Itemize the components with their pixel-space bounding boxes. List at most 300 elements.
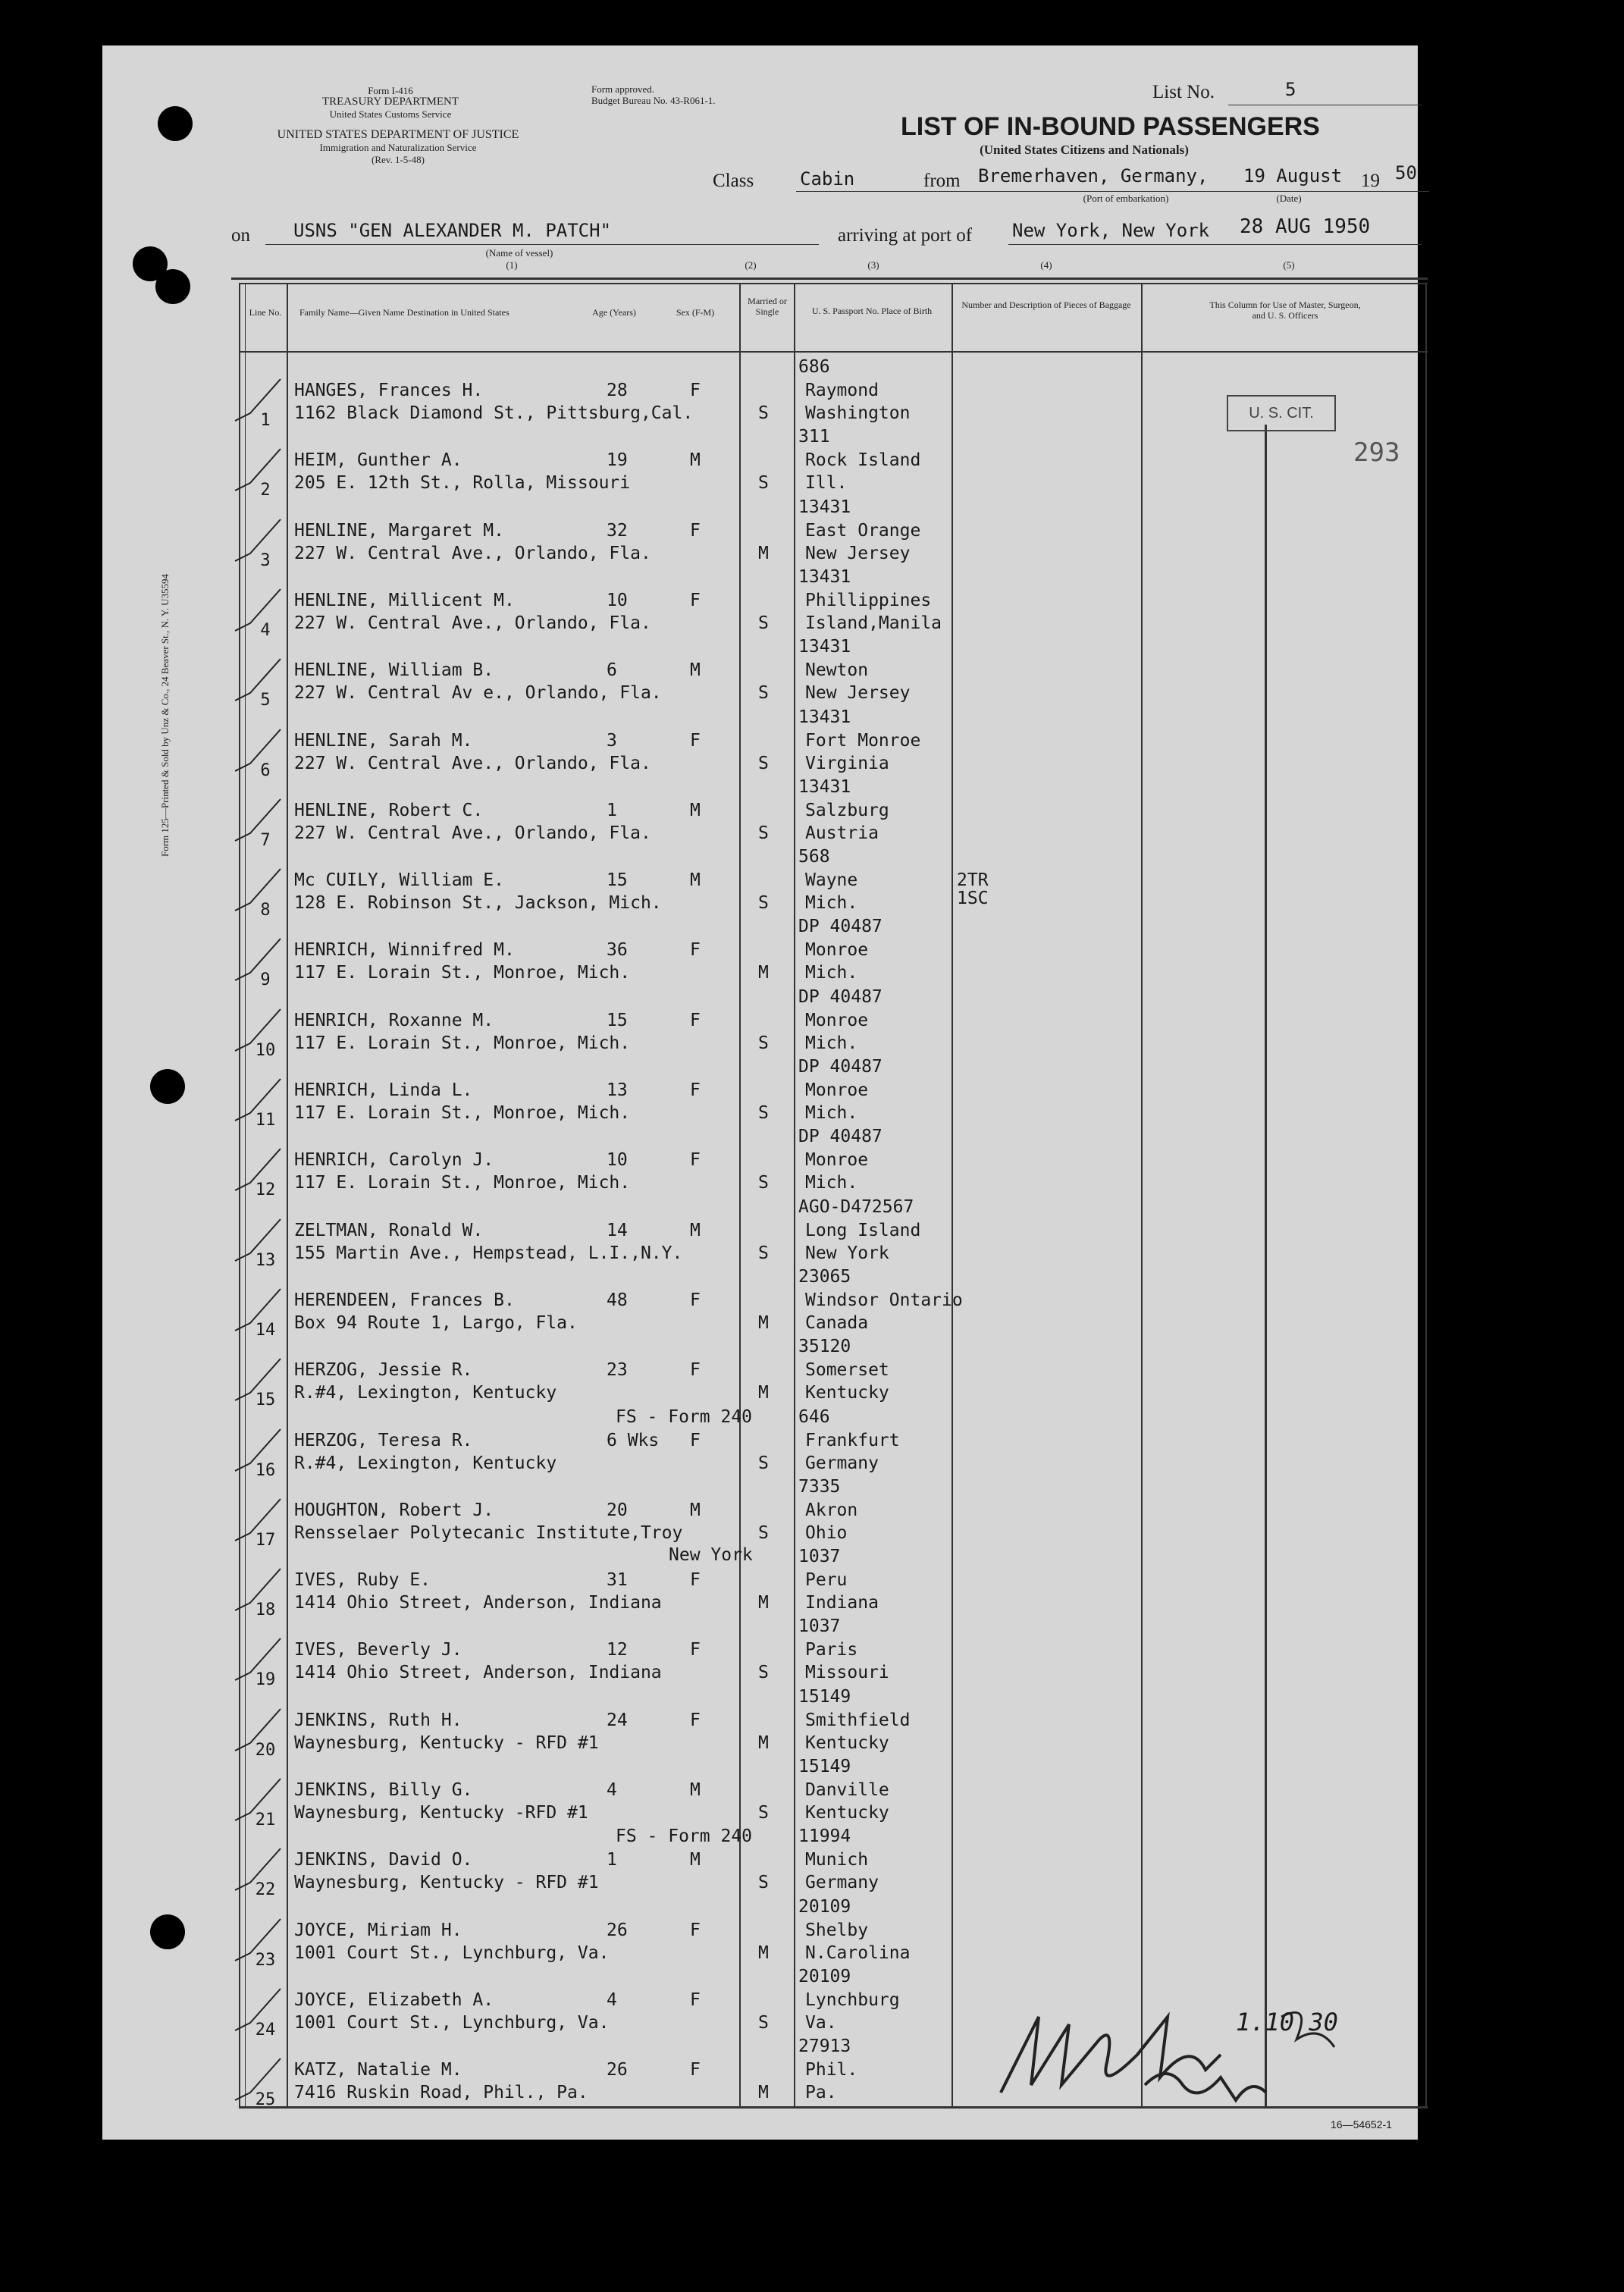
birth-place-line1: Newton xyxy=(805,660,869,681)
birth-place-line1: Windsor Ontario xyxy=(805,1290,963,1310)
page-subtitle: (United States Citizens and Nationals) xyxy=(980,143,1189,157)
check-mark-icon xyxy=(227,1775,288,1836)
passenger-address: R.#4, Lexington, Kentucky xyxy=(294,1384,557,1403)
marital-status: S xyxy=(758,753,769,773)
passport-number: 13431 xyxy=(798,776,851,797)
year-value: 50 xyxy=(1395,162,1417,183)
passenger-age: 1 xyxy=(607,1850,617,1870)
marital-status: M xyxy=(758,1312,769,1333)
passport-number: 568 xyxy=(798,847,830,867)
passenger-name: HENLINE, Robert C. xyxy=(294,800,484,820)
passenger-name: HERZOG, Jessie R. xyxy=(294,1360,473,1381)
passport-number: 20109 xyxy=(798,1896,851,1917)
passenger-address: 205 E. 12th St., Rolla, Missouri xyxy=(294,474,631,493)
passenger-name: Mc CUILY, William E. xyxy=(294,870,504,891)
arrival-port: New York, New York xyxy=(1012,220,1210,241)
check-mark-icon xyxy=(227,1215,288,1276)
marital-status: S xyxy=(758,1243,769,1263)
passenger-name: JOYCE, Miriam H. xyxy=(294,1920,462,1940)
birth-place-line1: Danville xyxy=(805,1780,889,1800)
marital-status: M xyxy=(758,963,769,983)
passport-number: 311 xyxy=(798,427,830,447)
passenger-name: HENLINE, Margaret M. xyxy=(294,520,504,541)
col-num-1: (1) xyxy=(506,259,518,271)
birth-place-line2: New Jersey xyxy=(805,683,911,704)
check-mark-icon xyxy=(227,1915,288,1976)
class-value: Cabin xyxy=(800,168,855,190)
check-mark-icon xyxy=(227,445,288,506)
birth-place-line1: Monroe xyxy=(805,940,869,961)
birth-place-line2: Ohio xyxy=(805,1522,848,1543)
passenger-name: JOYCE, Elizabeth A. xyxy=(294,1989,494,2010)
passport-number: 15149 xyxy=(798,1686,851,1707)
customs-service: United States Customs Service xyxy=(329,108,452,120)
line-number: 12 xyxy=(255,1180,276,1200)
line-number: 10 xyxy=(255,1040,276,1060)
punch-hole xyxy=(158,106,193,141)
marital-status: S xyxy=(758,1663,769,1683)
check-mark-icon xyxy=(227,2055,288,2115)
line-number: 16 xyxy=(255,1460,276,1480)
birth-place-line1: East Orange xyxy=(805,520,921,541)
check-mark-icon xyxy=(227,1145,288,1206)
birth-place-line2: Mich. xyxy=(805,963,858,983)
passenger-sex: M xyxy=(690,1500,701,1520)
birth-place-line1: Akron xyxy=(805,1500,858,1520)
line-number: 15 xyxy=(255,1391,276,1410)
line-number: 17 xyxy=(255,1530,276,1550)
passenger-name: ZELTMAN, Ronald W. xyxy=(294,1220,484,1240)
passenger-name: JENKINS, Billy G. xyxy=(294,1780,473,1800)
col-header-baggage: Number and Description of Pieces of Baggage xyxy=(961,299,1131,310)
us-citizen-stamp: U. S. CIT. xyxy=(1227,395,1336,431)
birth-place-line2: Pa. xyxy=(805,2083,837,2103)
passenger-sex: F xyxy=(690,940,701,961)
passenger-age: 15 xyxy=(607,870,628,891)
marital-status: S xyxy=(758,1803,769,1823)
passenger-sex: F xyxy=(690,1010,701,1030)
passenger-age: 20 xyxy=(607,1500,628,1520)
passenger-name: HENRICH, Carolyn J. xyxy=(294,1150,494,1171)
birth-place-line1: Salzburg xyxy=(805,800,889,820)
passenger-sex: M xyxy=(690,1780,701,1800)
treasury-dept: TREASURY DEPARTMENT xyxy=(321,96,459,108)
passenger-sex: M xyxy=(690,660,701,681)
passenger-sex: F xyxy=(690,1360,701,1381)
passenger-age: 36 xyxy=(607,940,628,961)
passenger-address: R.#4, Lexington, Kentucky xyxy=(294,1453,557,1472)
passport-number: 13431 xyxy=(798,707,851,727)
marital-status: S xyxy=(758,1453,769,1473)
birth-place-line2: Kentucky xyxy=(805,1803,889,1823)
marital-status: S xyxy=(758,1033,769,1053)
check-mark-icon xyxy=(227,655,288,716)
page-title: LIST OF IN-BOUND PASSENGERS xyxy=(901,112,1320,141)
birth-place-line1: Long Island xyxy=(805,1220,921,1240)
marital-status: S xyxy=(758,2012,769,2033)
form-approved: Form approved. xyxy=(591,83,655,95)
passenger-address: Waynesburg, Kentucky - RFD #1 xyxy=(294,1733,599,1752)
passenger-address: 227 W. Central Ave., Orlando, Fla. xyxy=(294,823,651,842)
birth-place-line1: Rock Island xyxy=(805,450,921,471)
passport-number: 23065 xyxy=(798,1266,851,1287)
passenger-name: HENRICH, Roxanne M. xyxy=(294,1010,494,1030)
col-num-3: (3) xyxy=(867,259,879,271)
punch-hole xyxy=(150,1914,185,1949)
passenger-age: 4 xyxy=(607,1989,617,2010)
marital-status: M xyxy=(758,1942,769,1963)
check-mark-icon xyxy=(227,726,288,786)
marital-status: M xyxy=(758,2083,769,2103)
baggage-description: 2TR 1SC xyxy=(957,870,989,909)
birth-place-line2: Kentucky xyxy=(805,1732,889,1753)
passenger-address: 1414 Ohio Street, Anderson, Indiana xyxy=(294,1663,662,1682)
passenger-sex: M xyxy=(690,450,701,471)
arrival-date-stamp: 28 AUG 1950 xyxy=(1240,215,1371,238)
birth-place-line1: Lynchburg xyxy=(805,1989,900,2010)
passenger-address: 227 W. Central Ave., Orlando, Fla. xyxy=(294,613,651,632)
col-num-5: (5) xyxy=(1283,259,1295,271)
birth-place-line1: Paris xyxy=(805,1640,858,1660)
passenger-age: 15 xyxy=(607,1010,628,1030)
line-number: 2 xyxy=(260,481,271,500)
passenger-age: 10 xyxy=(607,1150,628,1171)
line-number: 9 xyxy=(260,970,271,990)
check-mark-icon xyxy=(227,375,288,436)
passenger-address: 227 W. Central Ave., Orlando, Fla. xyxy=(294,754,651,773)
embark-date: 19 August xyxy=(1243,165,1343,187)
passenger-sex: M xyxy=(690,1220,701,1240)
passenger-address: 117 E. Lorain St., Monroe, Mich. xyxy=(294,964,631,983)
passenger-age: 26 xyxy=(607,2060,628,2080)
check-mark-icon xyxy=(227,1355,288,1416)
birth-place-line2: Canada xyxy=(805,1312,869,1333)
passenger-address: 1162 Black Diamond St., Pittsburg,Cal. xyxy=(294,404,694,422)
passport-number: 15149 xyxy=(798,1757,851,1776)
passenger-name: HERENDEEN, Frances B. xyxy=(294,1290,515,1310)
passport-number: 686 xyxy=(798,357,830,377)
col-header-name: Family Name—Given Name Destination in United States xyxy=(299,307,509,318)
list-no-value: 5 xyxy=(1285,79,1296,100)
passenger-name: HENRICH, Linda L. xyxy=(294,1080,473,1100)
birth-place-line2: Mich. xyxy=(805,1033,858,1053)
passenger-sex: F xyxy=(690,1290,701,1310)
passenger-age: 12 xyxy=(607,1640,628,1660)
marital-status: S xyxy=(758,613,769,633)
birth-place-line1: Frankfurt xyxy=(805,1430,900,1450)
passenger-sex: M xyxy=(690,800,701,820)
passenger-name: HENLINE, William B. xyxy=(294,660,494,681)
passenger-sex: F xyxy=(690,381,701,400)
passenger-sex: F xyxy=(690,520,701,541)
passport-number: 13431 xyxy=(798,637,851,657)
officer-signature xyxy=(993,1971,1372,2115)
handwritten-note: 1.10 30 xyxy=(1236,2008,1338,2036)
marital-status: S xyxy=(758,1522,769,1543)
form-note: FS - Form 240 xyxy=(616,1406,753,1427)
birth-place-line2: Va. xyxy=(805,2012,837,2033)
check-mark-icon xyxy=(227,865,288,926)
passport-number: 11994 xyxy=(798,1826,851,1847)
punch-hole xyxy=(155,269,190,304)
passenger-address: 1001 Court St., Lynchburg, Va. xyxy=(294,2013,610,2032)
passenger-sex: F xyxy=(690,1640,701,1660)
line-number: 1 xyxy=(260,411,271,430)
birth-place-line2: New York xyxy=(805,1243,889,1263)
list-no-label: List No. xyxy=(1152,82,1215,102)
col-header-line: Line No. xyxy=(249,307,282,318)
passenger-age: 10 xyxy=(607,590,628,610)
marital-status: M xyxy=(758,543,769,563)
col-header-married: Married or Single xyxy=(748,296,787,317)
passport-number: DP 40487 xyxy=(798,1127,883,1147)
birth-place-line2: Indiana xyxy=(805,1593,879,1613)
passenger-age: 32 xyxy=(607,520,628,541)
birth-place-line1: Monroe xyxy=(805,1010,869,1030)
line-number: 20 xyxy=(255,1740,276,1760)
birth-place-line2: Island,Manila xyxy=(805,613,942,633)
arriving-label: arriving at port of xyxy=(838,225,973,246)
line-number: 13 xyxy=(255,1250,276,1270)
marital-status: S xyxy=(758,473,769,494)
birth-place-line1: Phillippines xyxy=(805,590,932,610)
passenger-name: IVES, Beverly J. xyxy=(294,1640,462,1660)
check-mark-icon xyxy=(227,1495,288,1556)
passenger-name: HERZOG, Teresa R. xyxy=(294,1430,473,1450)
birth-place-line1: Wayne xyxy=(805,870,858,891)
year-prefix: 19 xyxy=(1361,171,1380,191)
birth-place-line1: Peru xyxy=(805,1570,848,1591)
marital-status: S xyxy=(758,1173,769,1193)
passenger-address: Waynesburg, Kentucky - RFD #1 xyxy=(294,1873,599,1892)
passenger-name: HENLINE, Millicent M. xyxy=(294,590,515,610)
col-header-officers: This Column for Use of Master, Surgeon, and U. S. Officers xyxy=(1209,299,1361,321)
check-mark-icon xyxy=(227,1005,288,1066)
passenger-sex: F xyxy=(690,1570,701,1591)
punch-hole xyxy=(150,1069,185,1104)
budget-bureau: Budget Bureau No. 43-R061-1. xyxy=(591,95,716,106)
passenger-address: 1001 Court St., Lynchburg, Va. xyxy=(294,1943,610,1962)
birth-place-line2: Virginia xyxy=(805,753,889,773)
birth-place-line2: Mich. xyxy=(805,1173,858,1193)
passport-number: 646 xyxy=(798,1406,830,1427)
line-number: 5 xyxy=(260,691,271,710)
passenger-age: 31 xyxy=(607,1570,628,1591)
passport-number: 1037 xyxy=(798,1547,841,1567)
line-number: 7 xyxy=(260,830,271,850)
marital-status: M xyxy=(758,1593,769,1613)
passenger-address: 227 W. Central Ave., Orlando, Fla. xyxy=(294,544,651,563)
birth-place-line2: Washington xyxy=(805,403,911,423)
line-number: 6 xyxy=(260,760,271,780)
check-mark-icon xyxy=(227,1425,288,1486)
passenger-address: 128 E. Robinson St., Jackson, Mich. xyxy=(294,894,662,913)
passenger-address: 117 E. Lorain St., Monroe, Mich. xyxy=(294,1104,631,1122)
passenger-sex: F xyxy=(690,1989,701,2010)
birth-place-line1: Fort Monroe xyxy=(805,730,921,751)
passport-number: DP 40487 xyxy=(798,1057,883,1077)
birth-place-line2: Ill. xyxy=(805,473,848,494)
birth-place-line1: Munich xyxy=(805,1850,869,1870)
marital-status: S xyxy=(758,823,769,843)
line-number: 14 xyxy=(255,1320,276,1340)
check-mark-icon xyxy=(227,516,288,576)
passenger-age: 23 xyxy=(607,1360,628,1381)
birth-place-line1: Raymond xyxy=(805,381,879,400)
passenger-name: JENKINS, David O. xyxy=(294,1850,473,1870)
form-note: FS - Form 240 xyxy=(616,1826,753,1847)
passenger-address: 1414 Ohio Street, Anderson, Indiana xyxy=(294,1594,662,1613)
line-number: 21 xyxy=(255,1811,276,1830)
passenger-sex: F xyxy=(690,2060,701,2080)
check-mark-icon xyxy=(227,795,288,856)
passport-number: 35120 xyxy=(798,1337,851,1357)
passenger-sex: F xyxy=(690,590,701,610)
line-number: 11 xyxy=(255,1111,276,1130)
passenger-age: 4 xyxy=(607,1780,617,1800)
passenger-name: HEIM, Gunther A. xyxy=(294,450,462,471)
check-mark-icon xyxy=(227,1075,288,1136)
passport-number: 7335 xyxy=(798,1476,841,1497)
on-label: on xyxy=(231,225,250,246)
page-number: 293 xyxy=(1353,437,1400,468)
passenger-sex: F xyxy=(690,1430,701,1450)
line-number: 25 xyxy=(255,2090,276,2110)
check-mark-icon xyxy=(227,1635,288,1695)
birth-place-line1: Monroe xyxy=(805,1080,869,1100)
check-mark-icon xyxy=(227,1985,288,2046)
line-number: 22 xyxy=(255,1880,276,1900)
passenger-name: IVES, Ruby E. xyxy=(294,1570,431,1591)
birth-place-line2: Mich. xyxy=(805,893,858,914)
birth-place-line2: N.Carolina xyxy=(805,1942,911,1963)
passenger-address: 227 W. Central Av e., Orlando, Fla. xyxy=(294,684,662,703)
birth-place-line2: Missouri xyxy=(805,1663,889,1683)
passenger-age: 13 xyxy=(607,1080,628,1100)
passenger-age: 26 xyxy=(607,1920,628,1940)
justice-dept: UNITED STATES DEPARTMENT OF JUSTICE xyxy=(277,128,519,141)
passport-number: 20109 xyxy=(798,1966,851,1986)
passenger-age: 1 xyxy=(607,800,617,820)
birth-place-line2: Austria xyxy=(805,823,879,843)
passenger-name: HENLINE, Sarah M. xyxy=(294,730,473,751)
passenger-name: HANGES, Frances H. xyxy=(294,381,484,400)
ins-service: Immigration and Naturalization Service xyxy=(319,142,477,153)
passenger-address-cont: New York xyxy=(669,1544,753,1565)
line-number: 24 xyxy=(255,2020,276,2040)
line-number: 4 xyxy=(260,620,271,640)
passenger-sex: F xyxy=(690,1150,701,1171)
revision: (Rev. 1-5-48) xyxy=(372,154,425,165)
passenger-age: 48 xyxy=(607,1290,628,1310)
passenger-address: Box 94 Route 1, Largo, Fla. xyxy=(294,1313,578,1332)
passenger-name: HOUGHTON, Robert J. xyxy=(294,1500,494,1520)
passenger-sex: F xyxy=(690,1080,701,1100)
marital-status: M xyxy=(758,1383,769,1403)
marital-status: S xyxy=(758,1103,769,1123)
birth-place-line2: Germany xyxy=(805,1453,879,1473)
passenger-sex: F xyxy=(690,1920,701,1940)
port-embarkation: Bremerhaven, Germany, xyxy=(978,165,1209,187)
col-header-sex: Sex (F-M) xyxy=(676,307,715,318)
passenger-address: Waynesburg, Kentucky -RFD #1 xyxy=(294,1804,588,1822)
port-embarkation-caption: (Port of embarkation) xyxy=(1083,193,1169,204)
check-mark-icon xyxy=(227,1705,288,1766)
col-num-4: (4) xyxy=(1040,259,1052,271)
birth-place-line2: New Jersey xyxy=(805,543,911,563)
passport-number: DP 40487 xyxy=(798,986,883,1007)
passenger-address: 7416 Ruskin Road, Phil., Pa. xyxy=(294,2083,588,2102)
check-mark-icon xyxy=(227,1565,288,1626)
passport-number: DP 40487 xyxy=(798,917,883,937)
vessel-caption: (Name of vessel) xyxy=(485,247,553,259)
passenger-age: 6 Wks xyxy=(607,1430,660,1450)
marital-status: S xyxy=(758,403,769,423)
line-number: 8 xyxy=(260,901,271,920)
birth-place-line2: Kentucky xyxy=(805,1383,889,1403)
marital-status: S xyxy=(758,683,769,704)
birth-place-line2: Mich. xyxy=(805,1103,858,1123)
birth-place-line1: Smithfield xyxy=(805,1710,911,1730)
passenger-sex: F xyxy=(690,730,701,751)
passenger-age: 19 xyxy=(607,450,628,471)
marital-status: S xyxy=(758,893,769,914)
footer-code: 16—54652-1 xyxy=(1331,2118,1392,2131)
birth-place-line1: Monroe xyxy=(805,1150,869,1171)
check-mark-icon xyxy=(227,585,288,646)
line-number: 18 xyxy=(255,1601,276,1620)
from-label: from xyxy=(923,171,961,191)
passenger-name: JENKINS, Ruth H. xyxy=(294,1710,462,1730)
printer-credit: Form 125—Printed & Sold by Unz & Co., 24 Beaver St., N. Y. U35594 xyxy=(159,573,171,857)
passport-number: 13431 xyxy=(798,497,851,517)
passenger-address: 117 E. Lorain St., Monroe, Mich. xyxy=(294,1174,631,1193)
birth-place-line1: Somerset xyxy=(805,1360,889,1381)
passport-number: AGO-D472567 xyxy=(798,1196,914,1217)
check-mark-icon xyxy=(227,1285,288,1346)
class-label: Class xyxy=(713,171,754,191)
passenger-sex: M xyxy=(690,1850,701,1870)
passenger-address: 155 Martin Ave., Hempstead, L.I.,N.Y. xyxy=(294,1243,683,1262)
passenger-age: 28 xyxy=(607,381,628,400)
passenger-age: 14 xyxy=(607,1220,628,1240)
line-number: 3 xyxy=(260,550,271,570)
line-number: 19 xyxy=(255,1670,276,1690)
marital-status: S xyxy=(758,1873,769,1893)
check-mark-icon xyxy=(227,935,288,995)
col-num-2: (2) xyxy=(745,259,757,271)
passport-number: 13431 xyxy=(798,566,851,587)
passport-number: 1037 xyxy=(798,1616,841,1637)
date-caption: (Date) xyxy=(1276,193,1302,204)
birth-place-line2: Germany xyxy=(805,1873,879,1893)
passenger-age: 6 xyxy=(607,660,617,681)
birth-place-line1: Phil. xyxy=(805,2060,858,2080)
passenger-sex: M xyxy=(690,870,701,891)
passenger-name: KATZ, Natalie M. xyxy=(294,2060,462,2080)
passenger-address: 117 E. Lorain St., Monroe, Mich. xyxy=(294,1033,631,1052)
col-header-age: Age (Years) xyxy=(592,307,636,318)
passenger-age: 24 xyxy=(607,1710,628,1730)
vessel-name: USNS "GEN ALEXANDER M. PATCH" xyxy=(293,220,612,241)
marital-status: M xyxy=(758,1732,769,1753)
birth-place-line1: Shelby xyxy=(805,1920,869,1940)
passenger-address: Rensselaer Polytecanic Institute,Troy xyxy=(294,1523,683,1542)
col-header-passport: U. S. Passport No. Place of Birth xyxy=(811,306,933,316)
passenger-name: HENRICH, Winnifred M. xyxy=(294,940,515,961)
passenger-age: 3 xyxy=(607,730,617,751)
check-mark-icon xyxy=(227,1845,288,1905)
